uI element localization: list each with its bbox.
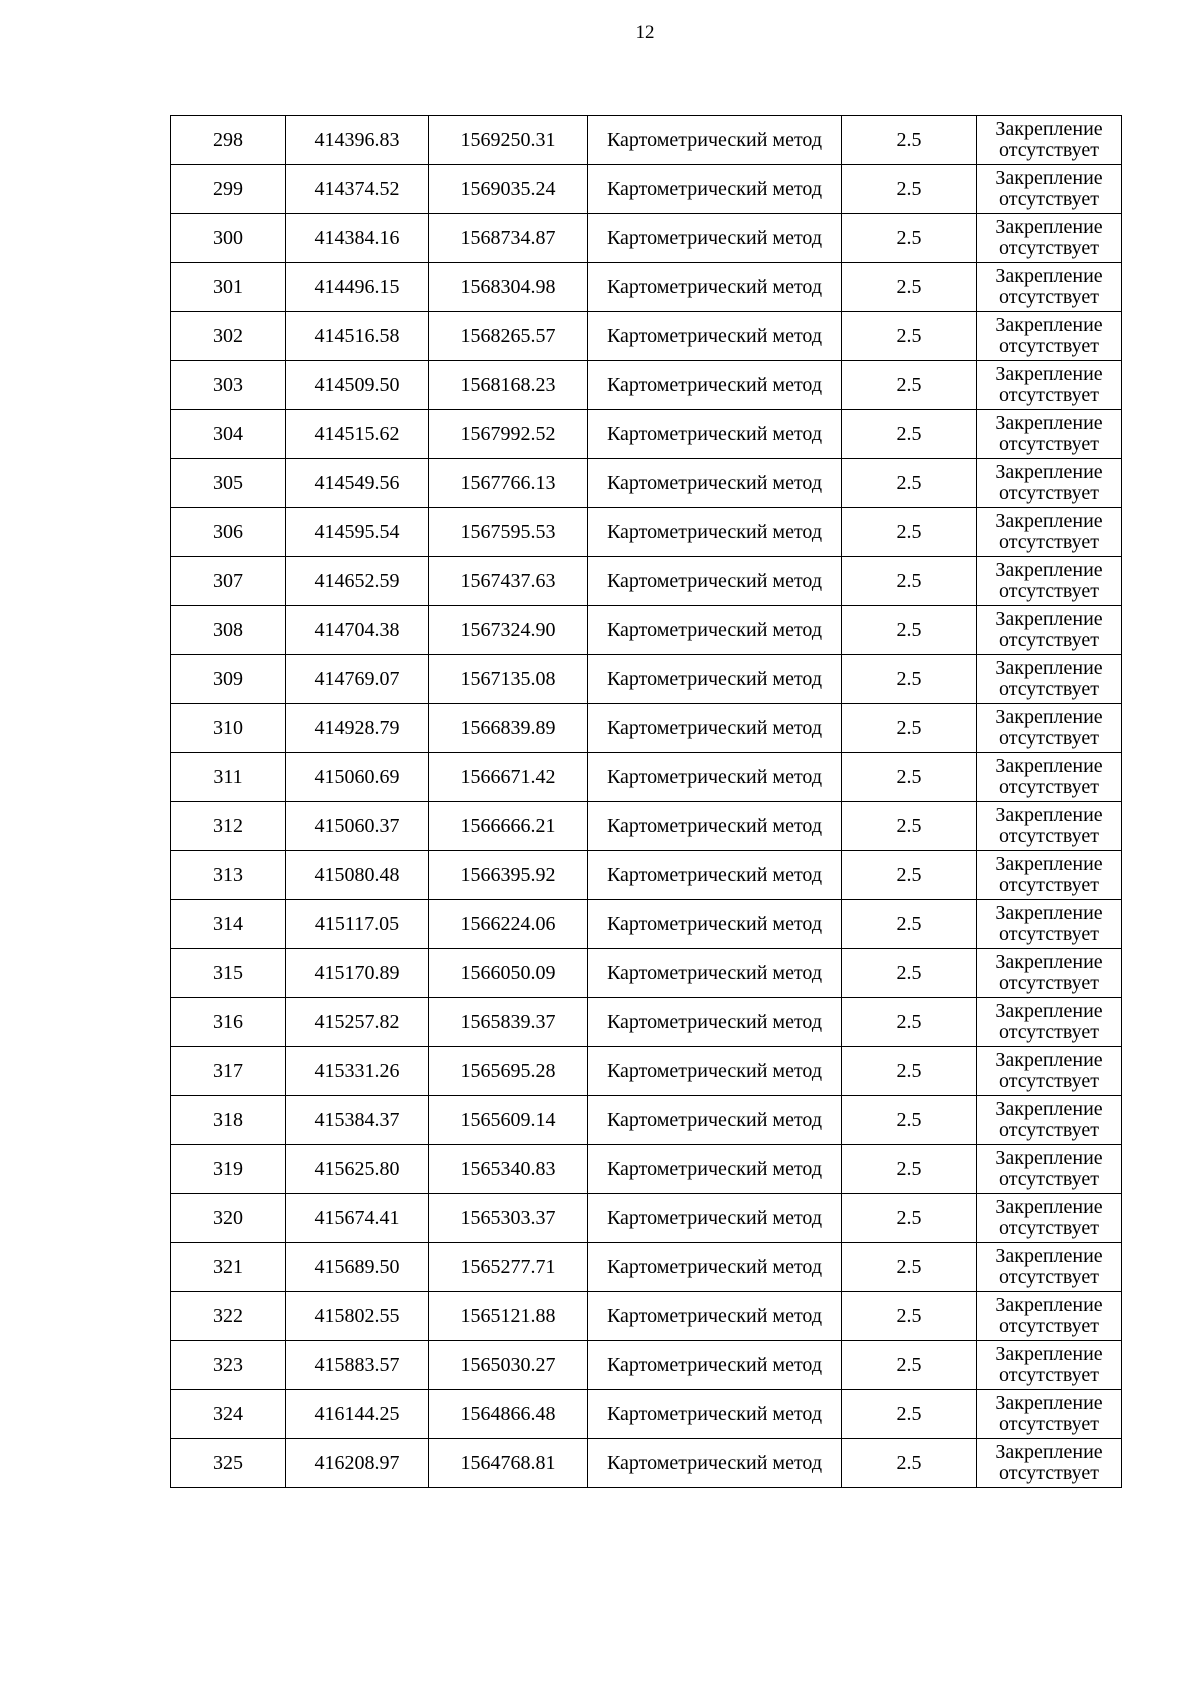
coordinates-table-body: [171, 116, 1122, 1488]
fixing-description-line: Закрепление: [995, 853, 1103, 875]
point-number-cell: 302: [171, 312, 286, 361]
fixing-description-cell: [977, 1096, 1122, 1145]
fixing-description-line: отсутствует: [998, 727, 1100, 749]
point-number-cell: 325: [171, 1439, 286, 1488]
accuracy-cell: 2.5: [842, 165, 977, 214]
page-number: 12: [635, 22, 655, 43]
y-coordinate-cell: 1568734.87: [429, 214, 588, 263]
x-coordinate-cell: 415060.37: [286, 802, 429, 851]
point-number-cell: 319: [171, 1145, 286, 1194]
y-coordinate-cell: 1567135.08: [429, 655, 588, 704]
point-number-cell: 320: [171, 1194, 286, 1243]
fixing-description-cell: [977, 1439, 1122, 1488]
method-cell: Картометрический метод: [588, 263, 842, 312]
point-number-cell: 308: [171, 606, 286, 655]
accuracy-cell: 2.5: [842, 949, 977, 998]
y-coordinate-cell: 1564768.81: [429, 1439, 588, 1488]
y-coordinate-cell: 1567324.90: [429, 606, 588, 655]
table-row: [171, 1341, 1122, 1390]
x-coordinate-cell: 415331.26: [286, 1047, 429, 1096]
method-cell: Картометрический метод: [588, 1243, 842, 1292]
table-row: [171, 361, 1122, 410]
fixing-description-cell: [977, 998, 1122, 1047]
accuracy-cell: 2.5: [842, 557, 977, 606]
accuracy-cell: 2.5: [842, 1439, 977, 1488]
method-cell: Картометрический метод: [588, 1341, 842, 1390]
accuracy-cell: 2.5: [842, 1145, 977, 1194]
method-cell: Картометрический метод: [588, 900, 842, 949]
fixing-description-line: отсутствует: [998, 482, 1100, 504]
method-cell: Картометрический метод: [588, 410, 842, 459]
accuracy-cell: 2.5: [842, 606, 977, 655]
fixing-description-line: Закрепление: [995, 657, 1103, 679]
accuracy-cell: 2.5: [842, 1390, 977, 1439]
fixing-description-cell: [977, 508, 1122, 557]
fixing-description-cell: [977, 165, 1122, 214]
table-row: [171, 1194, 1122, 1243]
fixing-description-cell: [977, 1243, 1122, 1292]
table-row: [171, 851, 1122, 900]
accuracy-cell: 2.5: [842, 361, 977, 410]
y-coordinate-cell: 1566839.89: [429, 704, 588, 753]
y-coordinate-cell: 1568265.57: [429, 312, 588, 361]
method-cell: Картометрический метод: [588, 312, 842, 361]
fixing-description-line: отсутствует: [998, 629, 1100, 651]
y-coordinate-cell: 1568168.23: [429, 361, 588, 410]
method-cell: Картометрический метод: [588, 361, 842, 410]
point-number-cell: 323: [171, 1341, 286, 1390]
y-coordinate-cell: 1565839.37: [429, 998, 588, 1047]
x-coordinate-cell: 414515.62: [286, 410, 429, 459]
fixing-description-line: отсутствует: [998, 678, 1100, 700]
table-row: [171, 116, 1122, 165]
accuracy-cell: 2.5: [842, 116, 977, 165]
x-coordinate-cell: 415080.48: [286, 851, 429, 900]
accuracy-cell: 2.5: [842, 655, 977, 704]
y-coordinate-cell: 1569035.24: [429, 165, 588, 214]
fixing-description-line: Закрепление: [995, 363, 1103, 385]
accuracy-cell: 2.5: [842, 508, 977, 557]
point-number-cell: 313: [171, 851, 286, 900]
accuracy-cell: 2.5: [842, 459, 977, 508]
fixing-description-line: отсутствует: [998, 1168, 1100, 1190]
x-coordinate-cell: 415689.50: [286, 1243, 429, 1292]
table-row: [171, 410, 1122, 459]
table-row: [171, 998, 1122, 1047]
y-coordinate-cell: 1566224.06: [429, 900, 588, 949]
fixing-description-line: Закрепление: [995, 608, 1103, 630]
method-cell: Картометрический метод: [588, 116, 842, 165]
point-number-cell: 306: [171, 508, 286, 557]
accuracy-cell: 2.5: [842, 900, 977, 949]
coordinates-table: [170, 115, 1122, 1488]
fixing-description-line: отсутствует: [998, 188, 1100, 210]
fixing-description-cell: [977, 1194, 1122, 1243]
fixing-description-cell: [977, 1292, 1122, 1341]
y-coordinate-cell: 1566395.92: [429, 851, 588, 900]
fixing-description-line: отсутствует: [998, 1364, 1100, 1386]
fixing-description-line: отсутствует: [998, 923, 1100, 945]
fixing-description-cell: [977, 1341, 1122, 1390]
method-cell: Картометрический метод: [588, 1292, 842, 1341]
fixing-description-cell: [977, 753, 1122, 802]
fixing-description-line: отсутствует: [998, 776, 1100, 798]
y-coordinate-cell: 1565277.71: [429, 1243, 588, 1292]
y-coordinate-cell: 1565121.88: [429, 1292, 588, 1341]
accuracy-cell: 2.5: [842, 1096, 977, 1145]
method-cell: Картометрический метод: [588, 1047, 842, 1096]
fixing-description-line: отсутствует: [998, 286, 1100, 308]
fixing-description-cell: [977, 802, 1122, 851]
fixing-description-cell: [977, 361, 1122, 410]
x-coordinate-cell: 414516.58: [286, 312, 429, 361]
table-row: [171, 1439, 1122, 1488]
point-number-cell: 322: [171, 1292, 286, 1341]
fixing-description-line: отсутствует: [998, 384, 1100, 406]
x-coordinate-cell: 415674.41: [286, 1194, 429, 1243]
method-cell: Картометрический метод: [588, 802, 842, 851]
fixing-description-cell: [977, 1047, 1122, 1096]
fixing-description-line: Закрепление: [995, 314, 1103, 336]
table-row: [171, 949, 1122, 998]
y-coordinate-cell: 1565609.14: [429, 1096, 588, 1145]
fixing-description-line: Закрепление: [995, 167, 1103, 189]
fixing-description-cell: [977, 949, 1122, 998]
method-cell: Картометрический метод: [588, 1194, 842, 1243]
fixing-description-line: отсутствует: [998, 433, 1100, 455]
fixing-description-cell: [977, 116, 1122, 165]
x-coordinate-cell: 414549.56: [286, 459, 429, 508]
accuracy-cell: 2.5: [842, 263, 977, 312]
accuracy-cell: 2.5: [842, 1341, 977, 1390]
fixing-description-cell: [977, 263, 1122, 312]
table-row: [171, 263, 1122, 312]
fixing-description-line: Закрепление: [995, 755, 1103, 777]
x-coordinate-cell: 414396.83: [286, 116, 429, 165]
fixing-description-cell: [977, 851, 1122, 900]
method-cell: Картометрический метод: [588, 704, 842, 753]
table-row: [171, 802, 1122, 851]
x-coordinate-cell: 414509.50: [286, 361, 429, 410]
fixing-description-line: отсутствует: [998, 1217, 1100, 1239]
table-row: [171, 557, 1122, 606]
table-row: [171, 753, 1122, 802]
y-coordinate-cell: 1565303.37: [429, 1194, 588, 1243]
x-coordinate-cell: 415384.37: [286, 1096, 429, 1145]
y-coordinate-cell: 1566050.09: [429, 949, 588, 998]
fixing-description-line: отсутствует: [998, 972, 1100, 994]
method-cell: Картометрический метод: [588, 606, 842, 655]
accuracy-cell: 2.5: [842, 704, 977, 753]
table-row: [171, 508, 1122, 557]
x-coordinate-cell: 414769.07: [286, 655, 429, 704]
table-row: [171, 704, 1122, 753]
table-row: [171, 312, 1122, 361]
x-coordinate-cell: 414384.16: [286, 214, 429, 263]
table-row: [171, 900, 1122, 949]
accuracy-cell: 2.5: [842, 214, 977, 263]
fixing-description-line: Закрепление: [995, 1441, 1103, 1463]
method-cell: Картометрический метод: [588, 998, 842, 1047]
fixing-description-line: Закрепление: [995, 216, 1103, 238]
point-number-cell: 299: [171, 165, 286, 214]
point-number-cell: 304: [171, 410, 286, 459]
accuracy-cell: 2.5: [842, 1243, 977, 1292]
fixing-description-line: отсутствует: [998, 1119, 1100, 1141]
point-number-cell: 309: [171, 655, 286, 704]
accuracy-cell: 2.5: [842, 1047, 977, 1096]
fixing-description-line: Закрепление: [995, 1343, 1103, 1365]
table-row: [171, 655, 1122, 704]
point-number-cell: 303: [171, 361, 286, 410]
x-coordinate-cell: 415802.55: [286, 1292, 429, 1341]
fixing-description-line: Закрепление: [995, 265, 1103, 287]
x-coordinate-cell: 415117.05: [286, 900, 429, 949]
y-coordinate-cell: 1567437.63: [429, 557, 588, 606]
x-coordinate-cell: 415257.82: [286, 998, 429, 1047]
x-coordinate-cell: 415883.57: [286, 1341, 429, 1390]
fixing-description-line: Закрепление: [995, 902, 1103, 924]
table-row: [171, 214, 1122, 263]
accuracy-cell: 2.5: [842, 802, 977, 851]
table-row: [171, 1292, 1122, 1341]
table-row: [171, 1243, 1122, 1292]
method-cell: Картометрический метод: [588, 459, 842, 508]
fixing-description-line: Закрепление: [995, 1245, 1103, 1267]
method-cell: Картометрический метод: [588, 655, 842, 704]
fixing-description-line: Закрепление: [995, 118, 1103, 140]
table-row: [171, 1145, 1122, 1194]
point-number-cell: 312: [171, 802, 286, 851]
accuracy-cell: 2.5: [842, 998, 977, 1047]
y-coordinate-cell: 1565695.28: [429, 1047, 588, 1096]
fixing-description-line: отсутствует: [998, 1413, 1100, 1435]
fixing-description-line: отсутствует: [998, 335, 1100, 357]
fixing-description-cell: [977, 214, 1122, 263]
x-coordinate-cell: 415060.69: [286, 753, 429, 802]
y-coordinate-cell: 1565340.83: [429, 1145, 588, 1194]
fixing-description-cell: [977, 606, 1122, 655]
x-coordinate-cell: 416208.97: [286, 1439, 429, 1488]
accuracy-cell: 2.5: [842, 753, 977, 802]
fixing-description-cell: [977, 1390, 1122, 1439]
fixing-description-line: Закрепление: [995, 1000, 1103, 1022]
point-number-cell: 321: [171, 1243, 286, 1292]
method-cell: Картометрический метод: [588, 1096, 842, 1145]
table-row: [171, 459, 1122, 508]
fixing-description-line: Закрепление: [995, 510, 1103, 532]
fixing-description-line: Закрепление: [995, 706, 1103, 728]
y-coordinate-cell: 1568304.98: [429, 263, 588, 312]
point-number-cell: 315: [171, 949, 286, 998]
fixing-description-cell: [977, 900, 1122, 949]
accuracy-cell: 2.5: [842, 312, 977, 361]
method-cell: Картометрический метод: [588, 214, 842, 263]
method-cell: Картометрический метод: [588, 508, 842, 557]
y-coordinate-cell: 1564866.48: [429, 1390, 588, 1439]
fixing-description-line: Закрепление: [995, 951, 1103, 973]
y-coordinate-cell: 1567595.53: [429, 508, 588, 557]
point-number-cell: 305: [171, 459, 286, 508]
fixing-description-cell: [977, 459, 1122, 508]
fixing-description-line: Закрепление: [995, 1392, 1103, 1414]
method-cell: Картометрический метод: [588, 949, 842, 998]
method-cell: Картометрический метод: [588, 1145, 842, 1194]
point-number-cell: 298: [171, 116, 286, 165]
point-number-cell: 301: [171, 263, 286, 312]
x-coordinate-cell: 414496.15: [286, 263, 429, 312]
method-cell: Картометрический метод: [588, 557, 842, 606]
table-row: [171, 1096, 1122, 1145]
y-coordinate-cell: 1567766.13: [429, 459, 588, 508]
fixing-description-line: Закрепление: [995, 1147, 1103, 1169]
x-coordinate-cell: 414928.79: [286, 704, 429, 753]
fixing-description-line: Закрепление: [995, 1098, 1103, 1120]
accuracy-cell: 2.5: [842, 851, 977, 900]
accuracy-cell: 2.5: [842, 410, 977, 459]
fixing-description-line: Закрепление: [995, 1196, 1103, 1218]
point-number-cell: 311: [171, 753, 286, 802]
fixing-description-line: отсутствует: [998, 531, 1100, 553]
y-coordinate-cell: 1566666.21: [429, 802, 588, 851]
fixing-description-line: отсутствует: [998, 580, 1100, 602]
point-number-cell: 314: [171, 900, 286, 949]
method-cell: Картометрический метод: [588, 851, 842, 900]
fixing-description-line: отсутствует: [998, 1462, 1100, 1484]
table-row: [171, 165, 1122, 214]
x-coordinate-cell: 414652.59: [286, 557, 429, 606]
point-number-cell: 307: [171, 557, 286, 606]
point-number-cell: 316: [171, 998, 286, 1047]
fixing-description-line: Закрепление: [995, 412, 1103, 434]
x-coordinate-cell: 414704.38: [286, 606, 429, 655]
point-number-cell: 310: [171, 704, 286, 753]
fixing-description-line: отсутствует: [998, 1070, 1100, 1092]
fixing-description-cell: [977, 410, 1122, 459]
method-cell: Картометрический метод: [588, 1439, 842, 1488]
fixing-description-cell: [977, 557, 1122, 606]
fixing-description-cell: [977, 704, 1122, 753]
fixing-description-line: Закрепление: [995, 559, 1103, 581]
fixing-description-line: отсутствует: [998, 139, 1100, 161]
fixing-description-line: Закрепление: [995, 1294, 1103, 1316]
fixing-description-line: Закрепление: [995, 461, 1103, 483]
fixing-description-line: отсутствует: [998, 874, 1100, 896]
method-cell: Картометрический метод: [588, 753, 842, 802]
fixing-description-line: отсутствует: [998, 1315, 1100, 1337]
accuracy-cell: 2.5: [842, 1194, 977, 1243]
x-coordinate-cell: 414595.54: [286, 508, 429, 557]
accuracy-cell: 2.5: [842, 1292, 977, 1341]
fixing-description-line: отсутствует: [998, 1266, 1100, 1288]
x-coordinate-cell: 416144.25: [286, 1390, 429, 1439]
x-coordinate-cell: 414374.52: [286, 165, 429, 214]
x-coordinate-cell: 415170.89: [286, 949, 429, 998]
fixing-description-line: Закрепление: [995, 1049, 1103, 1071]
fixing-description-line: отсутствует: [998, 1021, 1100, 1043]
fixing-description-line: отсутствует: [998, 237, 1100, 259]
y-coordinate-cell: 1567992.52: [429, 410, 588, 459]
table-row: [171, 1047, 1122, 1096]
y-coordinate-cell: 1565030.27: [429, 1341, 588, 1390]
point-number-cell: 317: [171, 1047, 286, 1096]
fixing-description-line: отсутствует: [998, 825, 1100, 847]
fixing-description-cell: [977, 312, 1122, 361]
fixing-description-cell: [977, 655, 1122, 704]
point-number-cell: 324: [171, 1390, 286, 1439]
x-coordinate-cell: 415625.80: [286, 1145, 429, 1194]
fixing-description-cell: [977, 1145, 1122, 1194]
method-cell: Картометрический метод: [588, 165, 842, 214]
table-row: [171, 1390, 1122, 1439]
point-number-cell: 300: [171, 214, 286, 263]
method-cell: Картометрический метод: [588, 1390, 842, 1439]
y-coordinate-cell: 1566671.42: [429, 753, 588, 802]
table-row: [171, 606, 1122, 655]
y-coordinate-cell: 1569250.31: [429, 116, 588, 165]
point-number-cell: 318: [171, 1096, 286, 1145]
fixing-description-line: Закрепление: [995, 804, 1103, 826]
